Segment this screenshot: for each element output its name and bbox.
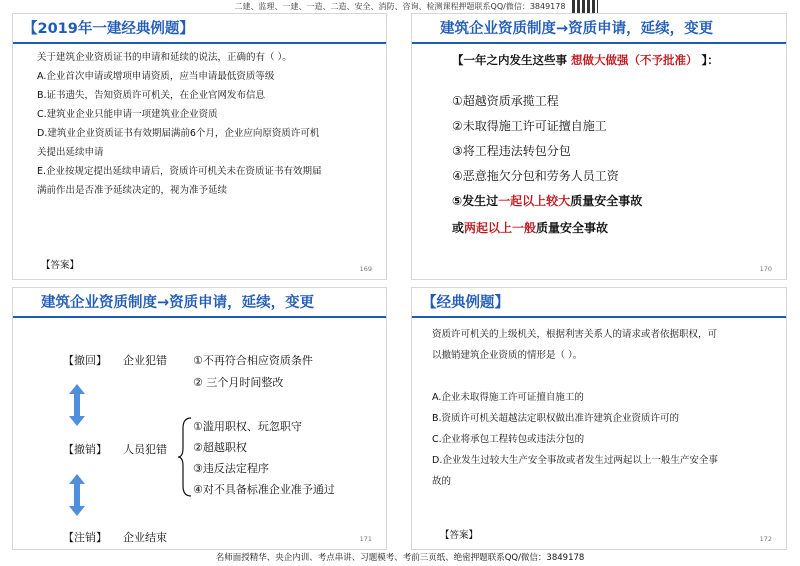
double-arrow-icon [65, 472, 89, 518]
banner-text: 【一年之内发生这些事 [452, 53, 567, 67]
slide-title: 【2019年一建经典例题】 [23, 21, 194, 37]
question-line: D.企业发生过较大生产安全事故或者发生过两起以上一般生产安全事 [432, 455, 718, 466]
banner [452, 52, 719, 68]
question-line: C.企业将承包工程转包或违法分包的 [432, 434, 585, 445]
question-line: C.建筑业企业只能申请一项建筑业企业资质 [37, 109, 218, 120]
question-line: 以撤销建筑企业资质的情形是（ ）。 [432, 350, 583, 361]
list-item: ①超越资质承揽工程 [452, 94, 559, 108]
top-notice: 二建、监理、一建、一造、二造、安全、消防、咨询、检测课程押题联系QQ/微信：3849178 [234, 2, 566, 11]
list-item [452, 219, 608, 236]
list-item-text: 或 [452, 221, 465, 235]
revoke-reason: 企业犯错 [123, 354, 167, 367]
list-item: ④恶意拖欠分包和劳务人员工资 [452, 169, 619, 183]
question-line: E.企业按规定提出延续申请后，资质许可机关未在资质证书有效期届 [37, 166, 322, 177]
slide-header [412, 288, 786, 318]
revoke-item: ①不再符合相应资质条件 [193, 354, 313, 367]
question-line: 故的 [432, 476, 452, 487]
list-item-text: 质量安全事故 [570, 194, 643, 208]
double-arrow-icon [65, 382, 89, 428]
cancel-label: 【撤销】 [63, 443, 107, 456]
answer-label: 【答案】 [440, 530, 479, 541]
question-line: 满前作出是否准予延续决定的，视为准予延续 [37, 185, 228, 196]
question-line: 资质许可机关的上级机关，根据利害关系人的请求或者依据职权，可 [432, 329, 718, 340]
list-item-emphasis: 一起以上较大 [498, 194, 571, 208]
banner-text: 】： [701, 53, 719, 67]
slide-title: 建筑企业资质制度→资质申请，延续，变更 [41, 295, 315, 311]
cancel-reason: 人员犯错 [123, 443, 167, 456]
question-text [432, 324, 777, 492]
question-line: B.资质许可机关超越法定职权做出准许建筑企业资质许可的 [432, 413, 680, 424]
annul-label: 【注销】 [63, 531, 107, 544]
banner-emphasis: 想做大做强（不予批准） [571, 53, 698, 67]
cancel-item: ③违反法定程序 [193, 462, 269, 475]
list-item-emphasis: 两起以上一般 [464, 221, 537, 235]
bottom-notice: 名师面授精华、央企内训、考点串讲、习题模考、考前三页纸、绝密押题联系QQ/微信：3849178 [215, 553, 585, 563]
list-item: ②未取得施工许可证擅自施工 [452, 119, 607, 133]
question-line: A.企业未取得施工许可证擅自施工的 [432, 392, 584, 403]
slide-170 [411, 13, 787, 280]
slide-171 [12, 287, 387, 550]
cancel-item: ①滥用职权、玩忽职守 [193, 420, 302, 433]
question-line: D.建筑业企业资质证书有效期届满前6个月，企业应向原资质许可机 [37, 128, 320, 139]
slide-title: 建筑企业资质制度→资质申请，延续，变更 [440, 21, 714, 37]
answer-label: 【答案】 [41, 260, 80, 271]
slide-header [412, 14, 786, 44]
question-line [432, 366, 777, 387]
list-item: ③将工程违法转包分包 [452, 144, 571, 158]
slide-header [13, 288, 386, 318]
annul-reason: 企业结束 [123, 531, 167, 544]
question-text [37, 48, 377, 200]
slide-172 [411, 287, 787, 550]
slide-title: 【经典例题】 [422, 295, 509, 311]
page-number: 172 [759, 535, 772, 543]
question-line: B.证书遗失，告知资质许可机关，在企业官网发布信息 [37, 90, 266, 101]
question-line: 关于建筑企业资质证书的申请和延续的说法，正确的有（ ）。 [37, 52, 292, 63]
page-number: 170 [759, 265, 772, 273]
list-item-text: ⑤发生过 [452, 194, 499, 208]
slide-169 [12, 13, 387, 280]
cancel-item: ④对不具备标准企业准予通过 [193, 483, 335, 496]
revoke-label: 【撤回】 [63, 354, 107, 367]
page-number: 169 [359, 265, 372, 273]
slide-header [13, 14, 386, 44]
revoke-item: ② 三个月时间整改 [193, 376, 284, 389]
list-item [452, 192, 642, 209]
question-line: 关提出延续申请 [37, 147, 104, 158]
cancel-item: ②超越职权 [193, 441, 247, 454]
brace-icon [177, 416, 193, 498]
page-number: 171 [359, 535, 372, 543]
question-line: A.企业首次申请或增项申请资质，应当申请最低资质等级 [37, 71, 275, 82]
list-item-text: 质量安全事故 [536, 221, 609, 235]
